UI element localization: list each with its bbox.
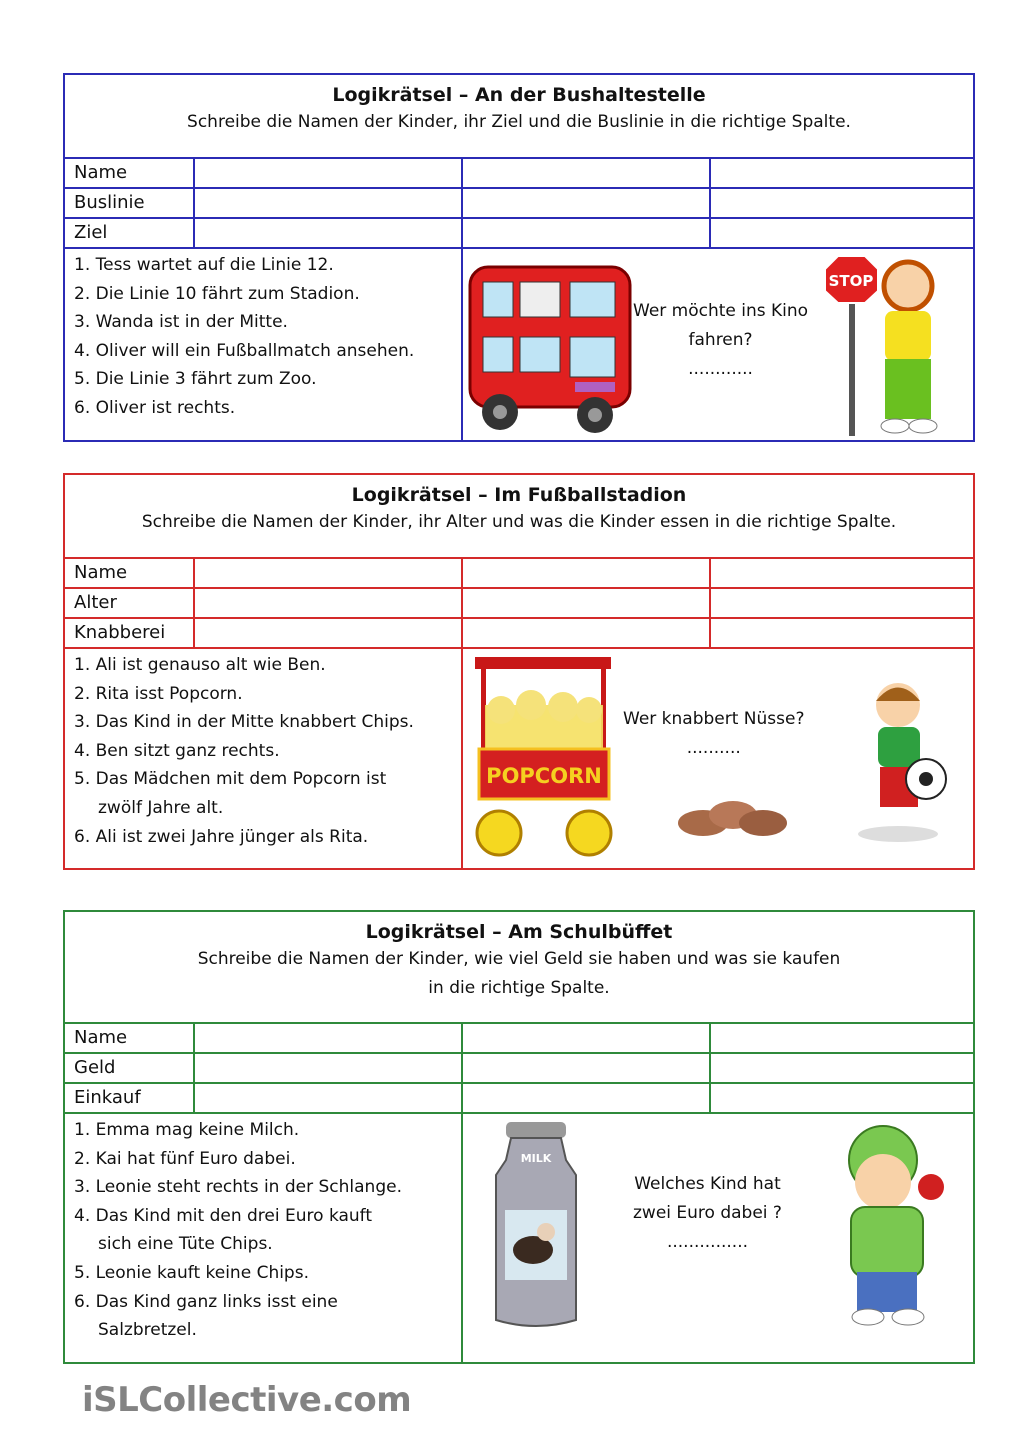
clue: 4. Ben sitzt ganz rechts. bbox=[74, 740, 280, 761]
puzzle-instructions: Schreibe die Namen der Kinder, wie viel Geld sie haben und was sie kaufen bbox=[197, 949, 841, 969]
answer-cell[interactable] bbox=[711, 589, 973, 617]
answer-cell[interactable] bbox=[65, 1054, 195, 1082]
answer-cell[interactable] bbox=[195, 1024, 463, 1052]
answer-cell[interactable] bbox=[195, 1054, 463, 1082]
nuts-icon bbox=[678, 795, 788, 845]
question-line: zwei Euro dabei ? bbox=[633, 1203, 782, 1223]
answer-cell[interactable] bbox=[463, 1084, 711, 1112]
question-line: ............ bbox=[688, 359, 753, 379]
row-label: Knabberei bbox=[74, 622, 166, 643]
clue: 5. Die Linie 3 fährt zum Zoo. bbox=[74, 369, 317, 390]
answer-cell[interactable] bbox=[195, 1084, 463, 1112]
answer-cell[interactable] bbox=[711, 189, 973, 217]
grid-row-knabberei bbox=[65, 619, 973, 649]
picture-area bbox=[463, 247, 973, 440]
question bbox=[623, 705, 805, 763]
row-label: Geld bbox=[74, 1057, 116, 1078]
question-line: .......... bbox=[686, 738, 741, 758]
row-label: Einkauf bbox=[74, 1087, 141, 1108]
question bbox=[633, 1170, 782, 1257]
puzzle-header bbox=[65, 475, 973, 559]
answer-cell[interactable] bbox=[711, 1084, 973, 1112]
row-label: Alter bbox=[74, 592, 117, 613]
answer-cell[interactable] bbox=[195, 189, 463, 217]
answer-cell[interactable] bbox=[195, 159, 463, 187]
watermark: iSLCollective.com bbox=[82, 1380, 412, 1420]
answer-cell[interactable] bbox=[463, 559, 711, 587]
clue: 6. Das Kind ganz links isst eine bbox=[74, 1291, 338, 1312]
clue: 2. Rita isst Popcorn. bbox=[74, 683, 243, 704]
clue-list bbox=[65, 647, 463, 868]
clue: 4. Das Kind mit den drei Euro kauft bbox=[74, 1205, 373, 1226]
clue: 5. Leonie kauft keine Chips. bbox=[74, 1262, 309, 1283]
question-line: ............... bbox=[666, 1232, 749, 1252]
soccer-child-icon bbox=[848, 679, 958, 844]
answer-cell[interactable] bbox=[463, 159, 711, 187]
grid-row-name bbox=[65, 159, 973, 189]
answer-cell[interactable] bbox=[195, 559, 463, 587]
answer-cell[interactable] bbox=[463, 189, 711, 217]
popcorn-cart-icon bbox=[471, 655, 616, 860]
stop-sign-text: STOP bbox=[828, 272, 874, 290]
row-label: Name bbox=[74, 562, 128, 583]
answer-cell[interactable] bbox=[463, 219, 711, 247]
clue: 1. Tess wartet auf die Linie 12. bbox=[74, 255, 334, 275]
question-line: Welches Kind hat bbox=[634, 1174, 781, 1194]
popcorn-text: POPCORN bbox=[486, 764, 602, 788]
clue: 2. Die Linie 10 fährt zum Stadion. bbox=[74, 283, 360, 304]
answer-cell[interactable] bbox=[65, 619, 195, 647]
puzzle-title: Logikrätsel – Am Schulbüffet bbox=[365, 921, 673, 943]
clue: 3. Wanda ist in der Mitte. bbox=[74, 312, 288, 333]
row-label: Buslinie bbox=[74, 192, 145, 213]
answer-cell[interactable] bbox=[711, 559, 973, 587]
answer-cell[interactable] bbox=[65, 219, 195, 247]
answer-cell[interactable] bbox=[463, 619, 711, 647]
grid-row-einkauf bbox=[65, 1084, 973, 1114]
puzzle-instructions: Schreibe die Namen der Kinder, ihr Alter und was die Kinder essen in die richtige Spalte. bbox=[141, 512, 897, 532]
answer-cell[interactable] bbox=[711, 1024, 973, 1052]
puzzle-instructions: Schreibe die Namen der Kinder, ihr Ziel und die Buslinie in die richtige Spalte. bbox=[187, 112, 851, 132]
milk-text: MILK bbox=[520, 1152, 552, 1165]
picture-area bbox=[463, 1112, 973, 1362]
clue: 4. Oliver will ein Fußballmatch ansehen. bbox=[74, 340, 415, 361]
answer-cell[interactable] bbox=[65, 189, 195, 217]
answer-cell[interactable] bbox=[195, 619, 463, 647]
answer-cell[interactable] bbox=[463, 589, 711, 617]
picture-area bbox=[463, 647, 973, 868]
clue-list bbox=[65, 247, 463, 440]
answer-cell[interactable] bbox=[65, 159, 195, 187]
puzzle-box bbox=[63, 473, 975, 870]
answer-cell[interactable] bbox=[463, 1054, 711, 1082]
answer-cell[interactable] bbox=[65, 1084, 195, 1112]
answer-cell[interactable] bbox=[711, 1054, 973, 1082]
puzzle-box bbox=[63, 73, 975, 442]
clue: 2. Kai hat fünf Euro dabei. bbox=[74, 1148, 296, 1169]
answer-cell[interactable] bbox=[195, 219, 463, 247]
clue: 3. Das Kind in der Mitte knabbert Chips. bbox=[74, 712, 414, 733]
answer-cell[interactable] bbox=[711, 219, 973, 247]
clue: 1. Ali ist genauso alt wie Ben. bbox=[74, 655, 326, 675]
child-with-apple-icon bbox=[823, 1122, 963, 1332]
grid-row-name bbox=[65, 559, 973, 589]
puzzle-instructions: in die richtige Spalte. bbox=[428, 978, 610, 998]
puzzle-box bbox=[63, 910, 975, 1364]
puzzle-header bbox=[65, 912, 973, 1024]
row-label: Ziel bbox=[74, 222, 108, 243]
puzzle-title: Logikrätsel – An der Bushaltestelle bbox=[332, 84, 706, 106]
clue: 6. Ali ist zwei Jahre jünger als Rita. bbox=[74, 826, 369, 847]
clue: sich eine Tüte Chips. bbox=[98, 1234, 273, 1255]
question-line: fahren? bbox=[688, 330, 753, 350]
row-label: Name bbox=[74, 1027, 128, 1048]
milk-can-icon bbox=[491, 1120, 581, 1330]
puzzle-header bbox=[65, 75, 973, 159]
puzzle-title: Logikrätsel – Im Fußballstadion bbox=[351, 484, 687, 506]
question-line: Wer möchte ins Kino bbox=[633, 301, 809, 321]
clue: 3. Leonie steht rechts in der Schlange. bbox=[74, 1177, 402, 1198]
stop-sign-child-icon bbox=[823, 251, 953, 436]
question bbox=[633, 297, 808, 384]
answer-cell[interactable] bbox=[711, 159, 973, 187]
answer-cell[interactable] bbox=[65, 1024, 195, 1052]
grid-row-name bbox=[65, 1024, 973, 1054]
clue: Salzbretzel. bbox=[98, 1320, 197, 1341]
answer-cell[interactable] bbox=[65, 559, 195, 587]
clue: zwölf Jahre alt. bbox=[98, 797, 224, 818]
grid-row-ziel bbox=[65, 219, 973, 249]
clue: 6. Oliver ist rechts. bbox=[74, 397, 236, 418]
answer-cell[interactable] bbox=[711, 619, 973, 647]
grid-row-alter bbox=[65, 589, 973, 619]
grid-row-buslinie bbox=[65, 189, 973, 219]
answer-cell[interactable] bbox=[65, 589, 195, 617]
bus-icon bbox=[465, 257, 640, 437]
answer-cell[interactable] bbox=[195, 589, 463, 617]
clue: 1. Emma mag keine Milch. bbox=[74, 1120, 300, 1140]
question-line: Wer knabbert Nüsse? bbox=[623, 709, 805, 729]
clue: 5. Das Mädchen mit dem Popcorn ist bbox=[74, 769, 387, 790]
grid-row-geld bbox=[65, 1054, 973, 1084]
row-label: Name bbox=[74, 162, 128, 183]
clue-list bbox=[65, 1112, 463, 1362]
answer-cell[interactable] bbox=[463, 1024, 711, 1052]
